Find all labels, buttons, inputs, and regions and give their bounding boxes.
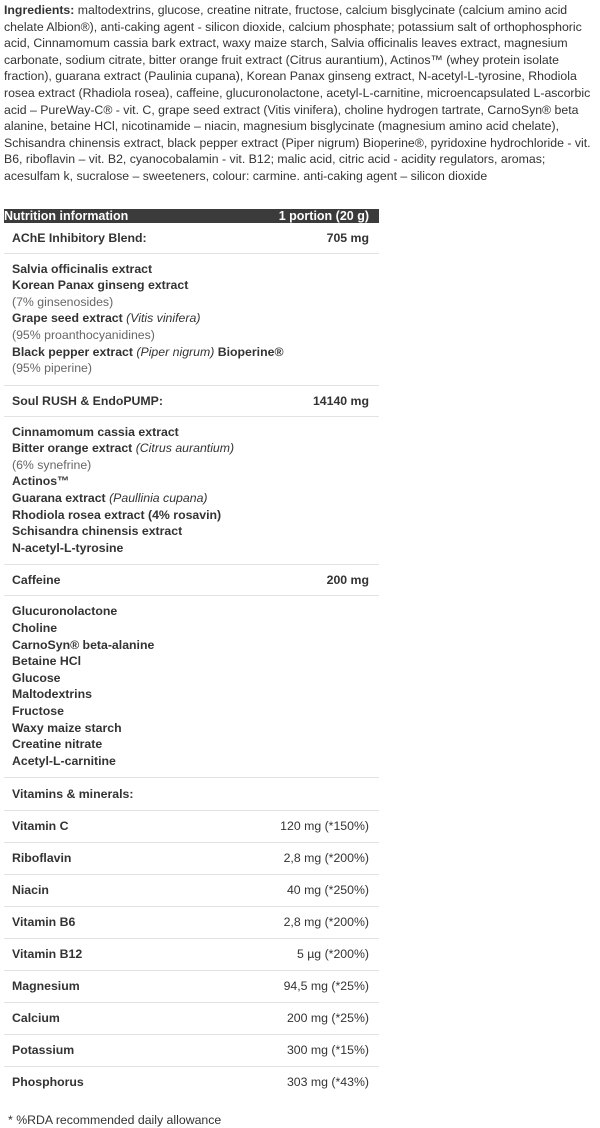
table-row bbox=[4, 253, 379, 385]
list-item bbox=[12, 344, 371, 361]
nutrition-table-wrapper bbox=[4, 209, 379, 1099]
table-row bbox=[4, 416, 379, 565]
ingredient-name: N-acetyl-L-tyrosine bbox=[12, 540, 124, 555]
ingredient-standardisation: (7% ginsenosides) bbox=[12, 294, 114, 309]
ingredient-name: Grape seed extract bbox=[12, 311, 123, 326]
ingredient-name: Betaine HCl bbox=[12, 654, 82, 669]
nutrient-amount: 40 mg (*250%) bbox=[264, 875, 379, 907]
ingredient-latin: (Citrus aurantium) bbox=[135, 441, 235, 456]
ingredient-name: Acetyl-L-carnitine bbox=[12, 753, 116, 768]
ingredient-name: CarnoSyn® beta-alanine bbox=[12, 637, 155, 652]
list-item bbox=[12, 620, 371, 637]
list-item bbox=[12, 670, 371, 687]
blend-name: Caffeine bbox=[4, 565, 264, 596]
nutrient-amount: 5 µg (*200%) bbox=[264, 939, 379, 971]
ingredient-standardisation: (95% piperine) bbox=[12, 361, 92, 376]
header-nutrition-information: Nutrition information bbox=[4, 209, 264, 223]
ingredient-standardisation: (6% synefrine) bbox=[12, 457, 92, 472]
ingredients-label: Ingredients: bbox=[4, 3, 75, 17]
nutrient-name: Vitamin C bbox=[4, 811, 264, 843]
nutrient-name: Calcium bbox=[4, 1003, 264, 1035]
ingredient-name: Glucuronolactone bbox=[12, 604, 118, 619]
table-header-row bbox=[4, 209, 379, 223]
ingredients-paragraph bbox=[0, 0, 600, 185]
list-item bbox=[12, 653, 371, 670]
table-row bbox=[4, 811, 379, 843]
ingredient-name: Fructose bbox=[12, 704, 64, 718]
ingredient-name: Black pepper extract bbox=[12, 344, 133, 359]
ingredient-name: Korean Panax ginseng extract bbox=[12, 278, 189, 293]
table-row bbox=[4, 939, 379, 971]
list-item bbox=[12, 523, 371, 540]
nutrient-amount: 200 mg (*25%) bbox=[264, 1003, 379, 1035]
list-item bbox=[12, 703, 371, 720]
table-row bbox=[4, 385, 379, 416]
table-row bbox=[4, 1067, 379, 1099]
ingredient-name: Schisandra chinensis extract bbox=[12, 524, 183, 539]
table-row bbox=[4, 565, 379, 596]
nutrient-name: Vitamin B6 bbox=[4, 907, 264, 939]
list-item bbox=[12, 736, 371, 753]
nutrition-table-head bbox=[4, 209, 379, 223]
list-item bbox=[12, 603, 371, 620]
nutrient-name: Phosphorus bbox=[12, 1075, 84, 1090]
blend-amount: 200 mg bbox=[264, 565, 379, 596]
list-item bbox=[12, 277, 371, 294]
list-item bbox=[12, 540, 371, 557]
list-item bbox=[12, 686, 371, 703]
list-item bbox=[12, 507, 371, 524]
rda-footnote: * %RDA recommended daily allowance bbox=[8, 1113, 222, 1128]
blend-name: AChE Inhibitory Blend: bbox=[4, 223, 264, 254]
nutrient-amount: 120 mg (*150%) bbox=[264, 811, 379, 843]
table-row bbox=[4, 778, 379, 811]
blend-ingredient-list bbox=[4, 416, 379, 565]
ingredient-standardisation: (95% proanthocyanidines) bbox=[12, 327, 155, 342]
ingredient-name: Guarana extract bbox=[12, 491, 106, 506]
ingredient-name: Choline bbox=[12, 621, 58, 636]
nutrient-amount: 2,8 mg (*200%) bbox=[264, 843, 379, 875]
list-item bbox=[12, 473, 371, 490]
table-row bbox=[4, 971, 379, 1003]
nutrition-table bbox=[4, 209, 379, 1099]
nutrient-name: Niacin bbox=[4, 875, 264, 907]
nutrient-name: Magnesium bbox=[4, 971, 264, 1003]
nutrient-name: Potassium bbox=[4, 1035, 264, 1067]
ingredient-name: Cinnamomum cassia extract bbox=[12, 424, 179, 439]
ingredient-latin: (Piper nigrum) bbox=[136, 344, 215, 359]
table-row bbox=[4, 596, 379, 778]
ingredients-text: maltodextrins, glucose, creatine nitrate, fructose, calcium bisglycinate (calcium amino acid chelate Albion®), anti-caking agent - silicon dioxide, calcium phosphate; potassium salt of orthophosphoric acid, Cinnamomum cassia bark extract, waxy maize starch, Salvia officinalis leaves extract, magnesium carbonate, sodium citrate, bitter orange fruit extract (Citrus aurantium), Actinos™ (whey protein isolate fraction), guarana extract (Paulinia cupana), Korean Panax ginseng extract, N-acetyl-L-tyrosine, Rhodiola rosea extract (Rhadiola rosea), caffeine, glucuronolactone, acetyl-L-carnitine, microencapsulated L-ascorbic acid – PureWay-C® - vit. C, grape seed extract (Vitis vinifera), choline hydrogen tartrate, CarnoSyn® beta alanine, betaine HCl, nicotinamide – niacin, magnesium bisglycinate (magnesium amino acid chelate), Schisandra chinensis extract, black pepper extract (Piper nigrum) Bioperine®, pyridoxine hydrochloride - vit. B6, riboflavin – vit. B2, cyanocobalamin - vit. B12; malic acid, citric acid - acidity regulators, aromas; acesulfam k, sucralose – sweeteners, colour: carmine. anti-caking agent – silicon dioxide bbox=[4, 3, 591, 183]
list-item bbox=[12, 440, 371, 457]
nutrient-amount: 2,8 mg (*200%) bbox=[264, 907, 379, 939]
blend-amount: 14140 mg bbox=[264, 385, 379, 416]
ingredient-standardisation-inline: (4% rosavin) bbox=[144, 507, 222, 522]
nutrient-amount: 300 mg (*15%) bbox=[264, 1035, 379, 1067]
ingredient-trademark: Bioperine® bbox=[214, 344, 284, 359]
nutrient-amount: 94,5 mg (*25%) bbox=[264, 971, 379, 1003]
table-row bbox=[4, 907, 379, 939]
blend-name: Soul RUSH & EndoPUMP: bbox=[4, 385, 264, 416]
vitamins-section-label: Vitamins & minerals: bbox=[4, 778, 379, 811]
blend-ingredient-list bbox=[4, 596, 379, 778]
list-item bbox=[12, 490, 371, 507]
nutrient-name: Riboflavin bbox=[4, 843, 264, 875]
ingredient-name: Waxy maize starch bbox=[12, 720, 122, 735]
list-item bbox=[12, 720, 371, 737]
ingredient-name: Glucose bbox=[12, 670, 61, 685]
blend-amount: 705 mg bbox=[264, 223, 379, 254]
ingredient-name: Maltodextrins bbox=[12, 687, 92, 702]
list-item bbox=[12, 753, 371, 770]
table-row bbox=[4, 1035, 379, 1067]
table-row bbox=[4, 875, 379, 907]
blend-ingredient-list bbox=[4, 253, 379, 385]
ingredient-name: Actinos™ bbox=[12, 474, 70, 489]
nutrition-table-body bbox=[4, 223, 379, 1099]
table-row bbox=[4, 1003, 379, 1035]
ingredient-name: Rhodiola rosea extract bbox=[12, 507, 145, 522]
table-row bbox=[4, 223, 379, 254]
ingredient-name: Salvia officinalis extract bbox=[12, 261, 153, 276]
list-item bbox=[12, 310, 371, 327]
list-item bbox=[12, 261, 371, 278]
table-row bbox=[4, 843, 379, 875]
ingredient-latin: (Paullinia cupana) bbox=[109, 491, 208, 506]
ingredient-latin: (Vitis vinifera) bbox=[126, 311, 201, 326]
header-portion: 1 portion (20 g) bbox=[264, 209, 379, 223]
list-item bbox=[12, 637, 371, 654]
nutrient-amount: 303 mg (*43%) bbox=[286, 1075, 369, 1090]
ingredient-name: Bitter orange extract bbox=[12, 441, 133, 456]
nutrient-name: Vitamin B12 bbox=[4, 939, 264, 971]
list-item bbox=[12, 424, 371, 441]
ingredient-name: Creatine nitrate bbox=[12, 737, 103, 752]
